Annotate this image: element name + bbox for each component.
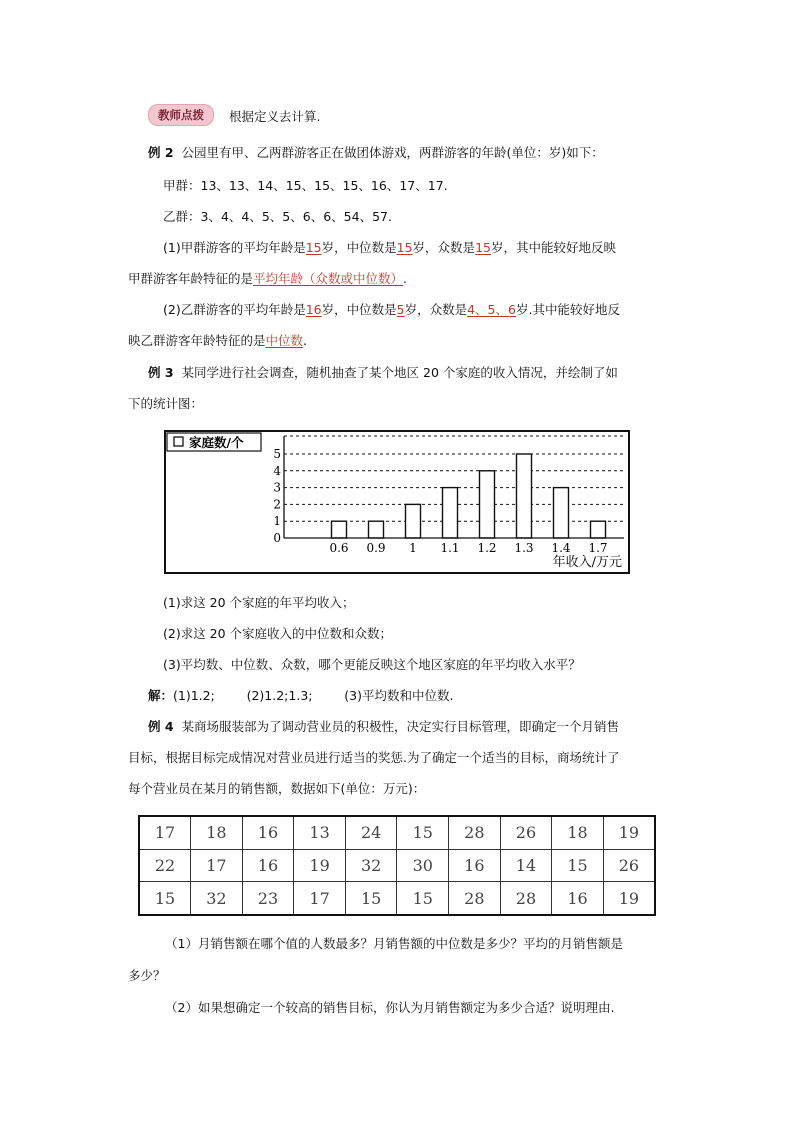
bar-0.6	[332, 521, 347, 538]
ex2-q2-line2	[128, 332, 307, 350]
ex2-q1-end: .	[403, 271, 408, 286]
ex3-q1: (1)求这 20 个家庭的年平均收入；	[163, 595, 355, 610]
table-cell: 16	[449, 849, 501, 882]
table-cell: 14	[500, 849, 552, 882]
ex4-q2: （2）如果想确定一个较高的销售目标，你认为月销售额定为多少合适？说明理由.	[165, 1000, 615, 1015]
ex2-q1-mode: 15	[475, 240, 491, 255]
table-row	[139, 882, 655, 915]
ex4-q1-line2: 多少？	[128, 968, 166, 983]
x-tick-label: 0.6	[329, 541, 349, 555]
teacher-tip-badge: 教师点拨	[148, 104, 214, 126]
table-cell: 17	[139, 816, 191, 849]
table-cell: 15	[552, 849, 604, 882]
ex2-q2-text: (2)乙群游客的平均年龄是	[163, 302, 306, 317]
x-tick-label: 0.9	[366, 541, 386, 555]
ex4-q1-line1: （1）月销售额在哪个值的人数最多？月销售额的中位数是多少？平均的月销售额是	[165, 936, 623, 951]
table-cell: 19	[294, 849, 346, 882]
income-bar-chart	[164, 430, 630, 574]
table-cell: 28	[449, 882, 501, 915]
table-cell: 15	[345, 882, 397, 915]
ex3-solution-text: (1)1.2; (2)1.2;1.3; (3)平均数和中位数.	[173, 688, 454, 703]
ex2-q2-end: .	[303, 333, 308, 348]
ex2-q2-text: 岁.其中能较好地反	[515, 302, 620, 317]
y-tick-label: 1	[273, 514, 281, 529]
ex2-q1-text: 岁，众数是	[412, 240, 476, 255]
table-cell: 16	[242, 849, 294, 882]
ex2-q1-text: (1)甲群游客的平均年龄是	[163, 240, 306, 255]
ex2-q2-text: 映乙群游客年龄特征的是	[128, 333, 266, 348]
table-cell: 17	[294, 882, 346, 915]
ex2-q2-line1	[163, 301, 620, 319]
table-cell: 18	[552, 816, 604, 849]
ex3-label: 例 3	[148, 365, 174, 380]
ex3-intro-cont: 下的统计图：	[128, 396, 204, 411]
ex2-label: 例 2	[148, 145, 174, 160]
sales-table	[138, 815, 656, 916]
ex2-q2-mean: 16	[305, 302, 322, 317]
y-tick-label: 4	[273, 463, 281, 478]
ex2-q1-line1	[163, 239, 616, 257]
ex4-label: 例 4	[148, 719, 174, 734]
ex2-intro	[148, 144, 604, 162]
table-cell: 22	[139, 849, 191, 882]
table-cell: 28	[449, 816, 501, 849]
bar-0.9	[369, 521, 384, 538]
table-cell: 30	[397, 849, 449, 882]
y-tick-label: 5	[273, 447, 281, 461]
ex2-intro-text: 公园里有甲、乙两群游客正在做团体游戏，两群游客的年龄(单位：岁)如下：	[181, 145, 604, 160]
table-cell: 26	[500, 816, 552, 849]
ex2-q1-line2	[128, 270, 407, 288]
table-row	[139, 849, 655, 882]
ex3-solution-label: 解：	[148, 688, 174, 703]
x-tick-label: 1.3	[514, 541, 534, 555]
table-cell: 19	[603, 882, 655, 915]
x-tick-label: 1.2	[477, 541, 497, 555]
teacher-tip-text: 根据定义去计算.	[229, 109, 321, 124]
x-tick-label: 1.4	[551, 541, 571, 555]
ex2-q1-mean: 15	[305, 240, 322, 255]
table-cell: 32	[345, 849, 397, 882]
bar-1.4	[554, 488, 569, 538]
ex2-q1-text: 岁，中位数是	[321, 240, 397, 255]
ex2-q2-text: 岁，中位数是	[321, 302, 397, 317]
table-row	[139, 816, 655, 849]
table-cell: 32	[191, 882, 243, 915]
table-cell: 16	[242, 816, 294, 849]
table-cell: 15	[139, 882, 191, 915]
table-cell: 19	[603, 816, 655, 849]
x-axis-label: 年收入/万元	[552, 555, 622, 570]
ex2-q2-mode: 4、5、6	[467, 302, 516, 317]
table-cell: 24	[345, 816, 397, 849]
ex2-q1-answer: 平均年龄（众数或中位数）	[253, 271, 404, 286]
ex2-group-a: 甲群：13、13、14、15、15、15、16、17、17.	[163, 178, 448, 193]
table-cell: 15	[397, 882, 449, 915]
table-cell: 13	[294, 816, 346, 849]
bar-1.3	[517, 454, 532, 538]
bar-1	[406, 504, 421, 538]
ex2-q1-text: 岁，其中能较好地反映	[490, 240, 616, 255]
bar-1.7	[591, 521, 606, 538]
y-tick-label: 0	[273, 531, 281, 545]
ex4-intro-cont2: 每个营业员在某月的销售额，数据如下(单位：万元)：	[128, 781, 426, 796]
y-tick-label: 3	[273, 480, 281, 495]
x-tick-label: 1.1	[440, 541, 460, 555]
ex2-q2-text: 岁，众数是	[404, 302, 468, 317]
table-cell: 17	[191, 849, 243, 882]
ex3-q2: (2)求这 20 个家庭收入的中位数和众数；	[163, 626, 393, 641]
ex2-q1-median: 15	[396, 240, 413, 255]
table-cell: 16	[552, 882, 604, 915]
ex2-q1-text: 甲群游客年龄特征的是	[128, 271, 254, 286]
x-tick-label: 1	[409, 541, 417, 555]
ex2-group-b: 乙群：3、4、4、5、5、6、6、54、57.	[163, 209, 392, 224]
ex3-q3: (3)平均数、中位数、众数，哪个更能反映这个地区家庭的年平均收入水平？	[163, 657, 581, 672]
ex2-q2-answer: 中位数	[265, 333, 304, 348]
table-cell: 15	[397, 816, 449, 849]
chart-legend: 家庭数/个	[189, 435, 244, 450]
table-cell: 26	[603, 849, 655, 882]
table-cell: 23	[242, 882, 294, 915]
y-tick-label: 2	[273, 497, 281, 512]
table-cell: 18	[191, 816, 243, 849]
legend-swatch-icon	[174, 437, 183, 446]
ex4-intro-cont1: 目标，根据目标完成情况对营业员进行适当的奖惩.为了确定一个适当的目标，商场统计了	[128, 750, 620, 765]
ex3-solution	[148, 687, 453, 705]
ex3-intro-text: 某同学进行社会调查，随机抽查了某个地区 20 个家庭的收入情况，并绘制了如	[181, 365, 618, 380]
ex2-q2-median: 5	[396, 302, 405, 317]
ex4-intro	[148, 718, 619, 736]
ex3-intro	[148, 364, 618, 382]
ex4-intro-text: 某商场服装部为了调动营业员的积极性，决定实行目标管理，即确定一个月销售	[181, 719, 620, 734]
bar-1.2	[480, 471, 495, 538]
bar-1.1	[443, 488, 458, 538]
table-cell: 28	[500, 882, 552, 915]
x-tick-label: 1.7	[588, 541, 608, 555]
